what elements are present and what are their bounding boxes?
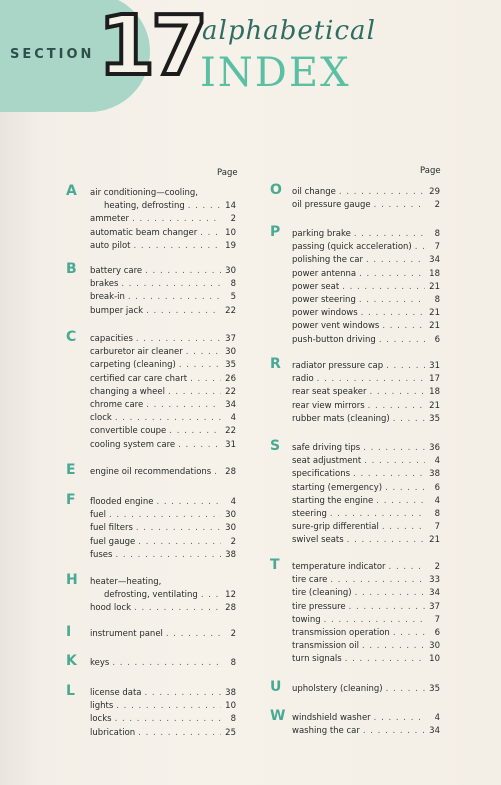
index-entry xyxy=(292,561,440,574)
leader-dots xyxy=(169,425,221,438)
index-entry-label: starting (emergency) xyxy=(292,482,383,493)
leader-dots xyxy=(363,725,425,738)
index-entry xyxy=(90,713,236,726)
index-entry-page: 22 xyxy=(225,426,236,437)
index-entry xyxy=(292,653,440,666)
index-entry-label: seat adjustment xyxy=(292,456,362,467)
index-entry-page: 7 xyxy=(434,522,440,533)
index-entry xyxy=(90,576,236,589)
index-entry-label: parking brake xyxy=(292,229,351,239)
index-entry xyxy=(292,712,440,725)
index-entry-page: 35 xyxy=(429,684,440,694)
index-entry-label: steering xyxy=(292,509,327,519)
index-entry-page: 26 xyxy=(225,373,236,384)
index-entry-page: 14 xyxy=(225,201,236,212)
index-entry-label: break-in xyxy=(90,292,125,303)
index-entry-label: rear view mirrors xyxy=(292,400,365,411)
leader-dots xyxy=(342,281,425,294)
leader-dots xyxy=(379,334,425,347)
index-entry xyxy=(292,508,440,521)
index-letter-i: I xyxy=(66,624,72,640)
index-entry-page: 38 xyxy=(225,549,236,560)
index-entry-label: cooling system care xyxy=(90,439,176,450)
leader-dots xyxy=(136,333,221,346)
index-entry-page: 4 xyxy=(230,413,236,424)
index-entry xyxy=(90,187,236,200)
leader-dots xyxy=(382,320,425,333)
index-entry xyxy=(90,628,236,641)
leader-dots xyxy=(389,561,425,574)
index-entry xyxy=(292,360,440,373)
index-entry-label: turn signals xyxy=(292,654,342,665)
leader-dots xyxy=(354,228,425,241)
leader-dots xyxy=(112,657,221,670)
index-entry-label: power antenna xyxy=(292,268,357,279)
leader-dots xyxy=(188,200,221,213)
index-entry xyxy=(292,400,440,413)
index-entry-label: towing xyxy=(292,614,321,625)
index-entry xyxy=(90,305,236,318)
index-entry-page: 4 xyxy=(434,495,440,506)
index-entry xyxy=(104,200,236,213)
index-entry xyxy=(292,574,440,587)
index-entry-page: 8 xyxy=(434,295,440,305)
index-entry xyxy=(292,640,440,653)
index-entry-page: 8 xyxy=(230,714,236,725)
index-entry xyxy=(90,213,236,226)
index-entry xyxy=(90,657,236,670)
leader-dots xyxy=(386,360,425,373)
leader-dots xyxy=(363,442,425,455)
index-entry xyxy=(292,495,440,508)
index-entry-page: 2 xyxy=(230,536,236,547)
index-letter-u: U xyxy=(270,679,282,695)
index-entry-label: tire care xyxy=(292,575,328,586)
index-title-line2: INDEX xyxy=(200,50,351,96)
index-entry-page: 4 xyxy=(434,456,440,467)
leader-dots xyxy=(145,687,221,700)
leader-dots xyxy=(214,466,221,479)
index-entry-label: passing (quick acceleration) xyxy=(292,242,412,253)
index-entry-page: 18 xyxy=(429,268,440,279)
index-entry-label: carburetor air cleaner xyxy=(90,347,183,358)
index-entry xyxy=(90,265,236,278)
page-column-heading-right: Page xyxy=(420,166,441,176)
index-entry xyxy=(292,199,440,212)
leader-dots xyxy=(345,653,425,666)
index-entry xyxy=(292,413,440,426)
leader-dots xyxy=(190,373,221,386)
index-letter-e: E xyxy=(66,462,76,478)
index-entry-page: 34 xyxy=(429,588,440,599)
index-entry xyxy=(90,509,236,522)
index-entry xyxy=(292,386,440,399)
index-entry xyxy=(90,700,236,713)
index-letter-b: B xyxy=(66,261,77,277)
section-number: 17 xyxy=(98,0,205,94)
index-entry-page: 37 xyxy=(225,334,236,344)
section-label: SECTION xyxy=(10,47,95,62)
index-entry-page: 31 xyxy=(429,361,440,371)
index-entry-page: 37 xyxy=(429,601,440,612)
leader-dots xyxy=(385,482,425,495)
index-entry-label: carpeting (cleaning) xyxy=(90,360,176,371)
leader-dots xyxy=(138,536,221,549)
index-entry-label: lights xyxy=(90,701,114,712)
index-entry-label: upholstery (cleaning) xyxy=(292,684,383,694)
leader-dots xyxy=(145,265,221,278)
leader-dots xyxy=(168,386,221,399)
leader-dots xyxy=(355,587,425,600)
index-letter-t: T xyxy=(270,557,280,573)
index-entry-label: temperature indicator xyxy=(292,562,386,572)
index-entry-label: changing a wheel xyxy=(90,386,165,397)
index-entry-label: transmission operation xyxy=(292,628,390,638)
index-entry-label: specifications xyxy=(292,469,351,480)
index-entry xyxy=(90,536,236,549)
leader-dots xyxy=(166,628,221,641)
leader-dots xyxy=(361,307,425,320)
index-entry-page: 28 xyxy=(225,467,236,477)
index-entry-label: auto pilot xyxy=(90,240,131,251)
index-entry-label: clock xyxy=(90,413,112,424)
index-entry-page: 35 xyxy=(225,360,236,371)
leader-dots xyxy=(330,574,425,587)
index-entry-page: 30 xyxy=(225,510,236,521)
index-letter-f: F xyxy=(66,492,76,508)
index-entry xyxy=(292,268,440,281)
index-entry-label: power windows xyxy=(292,308,358,319)
leader-dots xyxy=(393,413,425,426)
index-entry-page: 35 xyxy=(429,413,440,424)
index-entry-label: oil change xyxy=(292,187,336,197)
leader-dots xyxy=(362,640,425,653)
index-entry xyxy=(90,386,236,399)
index-entry xyxy=(292,587,440,600)
index-entry xyxy=(292,254,440,267)
leader-dots xyxy=(368,400,425,413)
leader-dots xyxy=(115,713,221,726)
index-entry-label: power vent windows xyxy=(292,321,380,332)
index-entry xyxy=(292,334,440,347)
index-entry xyxy=(90,291,236,304)
index-entry-label: engine oil recommendations xyxy=(90,467,212,477)
index-entry-page: 19 xyxy=(225,240,236,251)
index-entry-page: 7 xyxy=(434,242,440,253)
index-entry xyxy=(292,614,440,627)
index-entry-label: brakes xyxy=(90,279,119,290)
leader-dots xyxy=(201,589,221,602)
index-entry xyxy=(104,589,236,602)
index-letter-s: S xyxy=(270,438,281,454)
index-entry xyxy=(292,521,440,534)
index-entry xyxy=(90,412,236,425)
leader-dots xyxy=(109,509,221,522)
index-entry-page: 6 xyxy=(434,482,440,493)
index-entry-label: polishing the car xyxy=(292,255,364,266)
index-entry xyxy=(90,425,236,438)
index-entry xyxy=(90,466,236,479)
index-entry xyxy=(90,549,236,562)
index-entry-page: 36 xyxy=(429,443,440,453)
leader-dots xyxy=(179,359,221,372)
index-entry-page: 22 xyxy=(225,305,236,316)
index-entry-label: transmission oil xyxy=(292,641,359,652)
index-entry-page: 7 xyxy=(434,614,440,625)
leader-dots xyxy=(115,549,221,562)
index-letter-r: R xyxy=(270,356,281,372)
index-entry xyxy=(292,683,440,696)
index-entry-page: 30 xyxy=(225,523,236,534)
index-entry xyxy=(292,373,440,386)
index-entry-label: radiator pressure cap xyxy=(292,361,384,371)
index-entry-label: license data xyxy=(90,688,142,698)
leader-dots xyxy=(339,186,425,199)
leader-dots xyxy=(369,386,425,399)
index-entry-page: 34 xyxy=(429,255,440,266)
index-entry xyxy=(292,320,440,333)
index-entry-label: sure-grip differential xyxy=(292,522,379,533)
index-entry-page: 5 xyxy=(230,292,236,303)
index-entry xyxy=(90,359,236,372)
index-entry xyxy=(292,627,440,640)
index-entry xyxy=(292,482,440,495)
index-entry xyxy=(292,725,440,738)
index-entry-label: rubber mats (cleaning) xyxy=(292,413,390,424)
leader-dots xyxy=(133,240,221,253)
index-entry xyxy=(292,228,440,241)
index-entry-label: rear seat speaker xyxy=(292,387,367,398)
index-entry xyxy=(90,373,236,386)
index-entry-label: heater—heating, xyxy=(90,577,162,587)
leader-dots xyxy=(116,700,221,713)
index-entry-page: 30 xyxy=(225,266,236,276)
leader-dots xyxy=(393,627,425,640)
index-entry xyxy=(90,278,236,291)
index-letter-o: O xyxy=(270,182,282,198)
index-entry-page: 2 xyxy=(230,214,236,225)
index-entry-label: starting the engine xyxy=(292,495,374,506)
index-entry-label: tire pressure xyxy=(292,601,346,612)
index-entry-page: 30 xyxy=(225,347,236,358)
index-entry-page: 12 xyxy=(225,590,236,601)
index-entry-label: automatic beam changer xyxy=(90,227,198,238)
index-entry-page: 29 xyxy=(429,187,440,197)
index-letter-k: K xyxy=(66,653,77,669)
index-entry xyxy=(292,468,440,481)
index-letter-l: L xyxy=(66,683,75,699)
index-entry-page: 33 xyxy=(429,575,440,586)
leader-dots xyxy=(128,291,221,304)
index-entry xyxy=(90,727,236,740)
index-entry-page: 21 xyxy=(429,321,440,332)
leader-dots xyxy=(186,346,221,359)
index-entry-label: defrosting, ventilating xyxy=(104,590,198,601)
index-entry-label: fuel xyxy=(90,510,106,521)
leader-dots xyxy=(382,521,425,534)
index-entry xyxy=(90,399,236,412)
index-letter-c: C xyxy=(66,329,77,345)
index-entry-page: 28 xyxy=(225,603,236,614)
index-entry xyxy=(292,186,440,199)
leader-dots xyxy=(374,712,425,725)
leader-dots xyxy=(366,254,425,267)
index-entry xyxy=(292,294,440,307)
index-entry-page: 8 xyxy=(434,509,440,519)
index-entry-page: 4 xyxy=(230,497,236,507)
index-entry-label: tire (cleaning) xyxy=(292,588,352,599)
index-entry-label: power seat xyxy=(292,281,340,292)
leader-dots xyxy=(178,439,221,452)
leader-dots xyxy=(364,455,425,468)
index-entry xyxy=(292,442,440,455)
leader-dots xyxy=(324,614,425,627)
index-entry-label: bumper jack xyxy=(90,305,144,316)
index-entry xyxy=(292,455,440,468)
index-entry-label: safe driving tips xyxy=(292,443,361,453)
index-entry xyxy=(292,241,440,254)
leader-dots xyxy=(349,601,425,614)
leader-dots xyxy=(156,496,221,509)
leader-dots xyxy=(134,602,221,615)
index-entry-page: 6 xyxy=(434,628,440,638)
index-entry-label: hood lock xyxy=(90,603,132,614)
index-entry-label: heating, defrosting xyxy=(104,201,185,212)
index-entry-page: 21 xyxy=(429,281,440,292)
index-entry xyxy=(90,439,236,452)
index-entry-page: 6 xyxy=(434,334,440,345)
index-letter-p: P xyxy=(270,224,281,240)
index-entry-label: certified car care chart xyxy=(90,373,188,384)
index-entry-label: fuel filters xyxy=(90,523,133,534)
leader-dots xyxy=(146,399,221,412)
leader-dots xyxy=(347,534,425,547)
index-entry-label: convertible coupe xyxy=(90,426,167,437)
index-entry-label: air conditioning—cooling, xyxy=(90,188,198,198)
index-entry-page: 38 xyxy=(225,688,236,698)
leader-dots xyxy=(136,522,221,535)
index-entry xyxy=(292,534,440,547)
leader-dots xyxy=(146,305,221,318)
index-entry-label: lubrication xyxy=(90,727,136,738)
leader-dots xyxy=(376,495,425,508)
index-entry xyxy=(90,346,236,359)
index-entry-label: keys xyxy=(90,658,110,668)
index-letter-a: A xyxy=(66,183,77,199)
leader-dots xyxy=(359,268,425,281)
index-entry xyxy=(90,687,236,700)
index-title-line1: alphabetical xyxy=(202,16,376,46)
index-entry-page: 2 xyxy=(434,200,440,211)
index-entry-page: 34 xyxy=(225,400,236,410)
index-entry-page: 34 xyxy=(429,726,440,737)
index-entry-page: 30 xyxy=(429,641,440,652)
index-entry xyxy=(292,601,440,614)
index-entry-page: 25 xyxy=(225,727,236,738)
index-entry-label: capacities xyxy=(90,334,133,344)
index-entry-page: 2 xyxy=(434,562,440,572)
index-entry-page: 8 xyxy=(230,279,236,290)
leader-dots xyxy=(132,213,221,226)
index-entry-page: 21 xyxy=(429,308,440,319)
index-entry-label: fuel gauge xyxy=(90,536,136,547)
index-entry-page: 18 xyxy=(429,387,440,398)
index-entry-page: 8 xyxy=(434,229,440,239)
index-entry-page: 10 xyxy=(225,227,236,238)
index-entry-label: flooded engine xyxy=(90,497,154,507)
leader-dots xyxy=(359,294,425,307)
index-entry-label: radio xyxy=(292,374,314,385)
leader-dots xyxy=(374,199,425,212)
index-entry-label: chrome care xyxy=(90,400,144,410)
index-entry-label: swivel seats xyxy=(292,535,344,546)
index-entry xyxy=(292,307,440,320)
index-letter-h: H xyxy=(66,572,78,588)
index-entry-label: windshield washer xyxy=(292,713,371,723)
index-entry-page: 22 xyxy=(225,386,236,397)
index-entry-label: push-button driving xyxy=(292,334,376,345)
leader-dots xyxy=(200,227,221,240)
leader-dots xyxy=(415,241,425,254)
index-entry-page: 4 xyxy=(434,713,440,723)
leader-dots xyxy=(330,508,425,521)
index-entry-label: locks xyxy=(90,714,112,725)
index-entry xyxy=(90,496,236,509)
index-entry xyxy=(90,522,236,535)
index-entry-page: 21 xyxy=(429,400,440,411)
leader-dots xyxy=(138,727,221,740)
index-entry-page: 38 xyxy=(429,469,440,480)
index-entry-label: power steering xyxy=(292,295,356,305)
index-entry xyxy=(292,281,440,294)
leader-dots xyxy=(353,468,425,481)
leader-dots xyxy=(317,373,425,386)
index-entry-label: washing the car xyxy=(292,726,360,737)
index-entry-label: oil pressure gauge xyxy=(292,200,371,211)
index-entry-page: 2 xyxy=(230,629,236,639)
index-entry xyxy=(90,333,236,346)
index-entry-page: 10 xyxy=(429,654,440,665)
index-entry-page: 17 xyxy=(429,374,440,385)
index-entry-label: fuses xyxy=(90,549,113,560)
index-letter-w: W xyxy=(270,708,286,724)
index-entry-page: 31 xyxy=(225,439,236,450)
index-entry-page: 10 xyxy=(225,701,236,712)
index-entry xyxy=(90,227,236,240)
index-entry-label: ammeter xyxy=(90,214,130,225)
index-entry xyxy=(90,240,236,253)
index-entry-page: 8 xyxy=(230,658,236,668)
index-entry xyxy=(90,602,236,615)
leader-dots xyxy=(115,412,221,425)
leader-dots xyxy=(121,278,221,291)
leader-dots xyxy=(386,683,425,696)
page-column-heading-left: Page xyxy=(217,168,238,178)
index-entry-page: 21 xyxy=(429,535,440,546)
index-entry-label: battery care xyxy=(90,266,143,276)
index-entry-label: instrument panel xyxy=(90,629,163,639)
